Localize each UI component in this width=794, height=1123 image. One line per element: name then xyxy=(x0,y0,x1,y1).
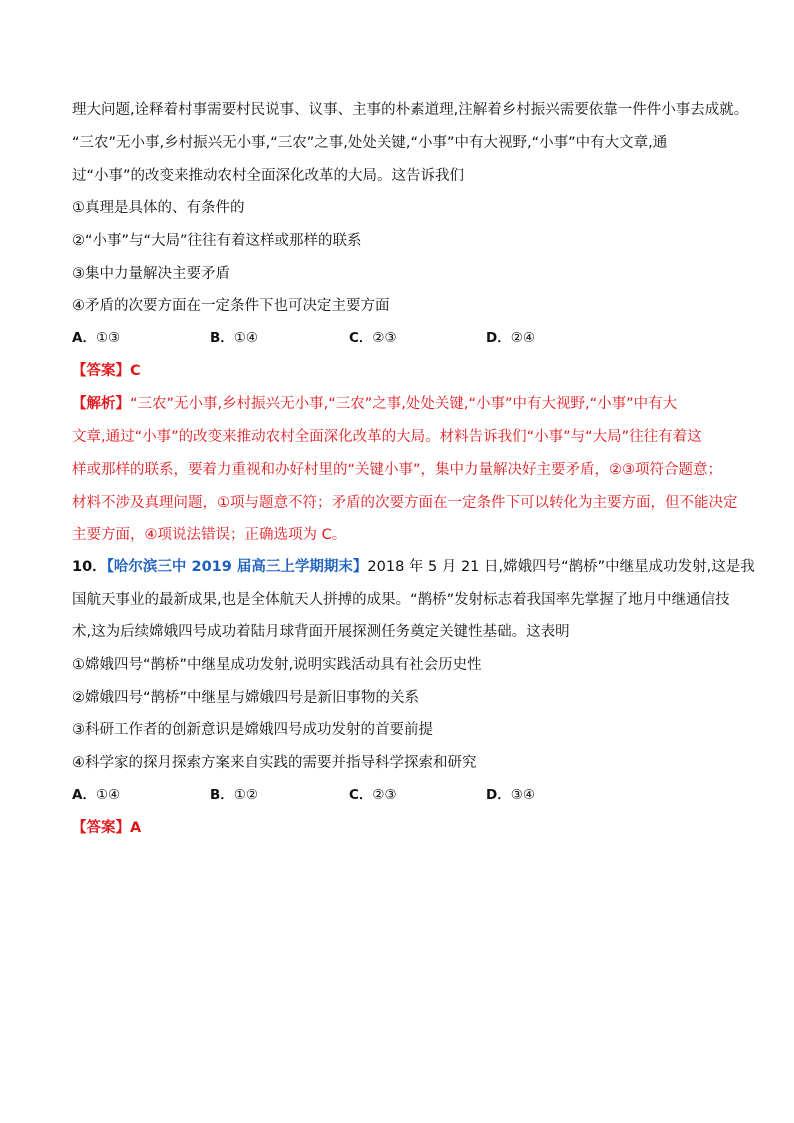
option-text: ③④ xyxy=(510,787,535,803)
option-text: ②③ xyxy=(372,787,397,803)
option-letter: B． xyxy=(210,787,234,803)
q9-options xyxy=(72,328,732,348)
q9-item-2: ②“小事”与“大局”往往有着这样或那样的联系 xyxy=(72,233,362,249)
option-letter: B． xyxy=(210,330,234,346)
option-letter: A． xyxy=(72,787,96,803)
q10-item-2: ②嫦娥四号“鹊桥”中继星与嫦娥四号是新旧事物的关系 xyxy=(72,690,420,706)
option-text: ①② xyxy=(233,787,259,803)
option-letter: C． xyxy=(349,787,373,803)
q9-item-3: ③集中力量解决主要矛盾 xyxy=(72,266,230,282)
q9-analysis-line-5: 主要方面，④项说法错误；正确选项为 C。 xyxy=(72,527,347,543)
q10-option-a xyxy=(72,785,120,805)
q9-stem-line-2: “三农”无小事,乡村振兴无小事,“三农”之事,处处关键,“小事”中有大视野,“小事”中有大文章,通 xyxy=(72,135,668,151)
option-text: ①④ xyxy=(233,330,259,346)
q9-answer xyxy=(72,361,732,381)
q10-item-3: ③科研工作者的创新意识是嫦娥四号成功发射的首要前提 xyxy=(72,722,433,738)
q10-option-c xyxy=(349,785,397,805)
q9-item-1: ①真理是具体的、有条件的 xyxy=(72,200,245,216)
q9-option-a xyxy=(72,328,120,348)
q10-stem-first: 2018 年 5 月 21 日,嫦娥四号“鹊桥”中继星成功发射,这是我 xyxy=(367,559,755,575)
option-letter: C． xyxy=(349,330,373,346)
q9-analysis-line-1 xyxy=(72,394,732,414)
option-letter: D． xyxy=(486,787,511,803)
q10-item-4: ④科学家的探月探索方案来自实践的需要并指导科学探索和研究 xyxy=(72,755,477,771)
q9-analysis-line-2: 文章,通过“小事”的改变来推动农村全面深化改革的大局。材料告诉我们“小事”与“大局”往往有着这 xyxy=(72,429,702,445)
q9-stem-line-1: 理大问题,诠释着村事需要村民说事、议事、主事的朴素道理,注解着乡村振兴需要依靠一件件小事去成就。 xyxy=(72,102,749,118)
q9-item-4: ④矛盾的次要方面在一定条件下也可决定主要方面 xyxy=(72,298,390,314)
q9-analysis-line-3: 样或那样的联系，要着力重视和办好村里的“关键小事”，集中力量解决好主要矛盾，②③项符合题意； xyxy=(72,462,723,478)
q10-answer xyxy=(72,818,732,838)
option-letter: A． xyxy=(72,330,96,346)
answer-value: C xyxy=(130,363,141,379)
q10-option-d xyxy=(486,785,535,805)
question-number: 10． xyxy=(72,559,107,575)
q9-option-c xyxy=(349,328,397,348)
answer-label: 【答案】 xyxy=(72,820,130,836)
q10-stem-line-3: 术,这为后续嫦娥四号成功着陆月球背面开展探测任务奠定关键性基础。这表明 xyxy=(72,624,570,640)
option-text: ①④ xyxy=(95,787,121,803)
option-text: ①③ xyxy=(95,330,121,346)
q9-option-d xyxy=(486,328,535,348)
answer-value: A xyxy=(130,820,142,836)
q10-item-1: ①嫦娥四号“鹊桥”中继星成功发射,说明实践活动具有社会历史性 xyxy=(72,657,482,673)
q10-stem-line-2: 国航天事业的最新成果,也是全体航天人拼搏的成果。“鹊桥”发射标志着我国率先掌握了地月中继通信技 xyxy=(72,592,730,608)
q10-option-b xyxy=(210,785,258,805)
analysis-label: 【解析】 xyxy=(72,396,130,412)
q10-options xyxy=(72,785,732,805)
q9-stem-line-3: 过“小事”的改变来推动农村全面深化改革的大局。这告诉我们 xyxy=(72,168,465,184)
question-source: 【哈尔滨三中 2019 届高三上学期期末】 xyxy=(106,559,368,575)
q9-analysis-line-4: 材料不涉及真理问题，①项与题意不符；矛盾的次要方面在一定条件下可以转化为主要方面，但不能决定 xyxy=(72,495,738,511)
q9-option-b xyxy=(210,328,258,348)
answer-label: 【答案】 xyxy=(72,363,130,379)
analysis-text: “三农”无小事,乡村振兴无小事,“三农”之事,处处关键,“小事”中有大视野,“小事”中有大 xyxy=(130,396,678,412)
option-text: ②③ xyxy=(372,330,397,346)
option-text: ②④ xyxy=(510,330,535,346)
q10-stem-line-1 xyxy=(72,557,755,577)
option-letter: D． xyxy=(486,330,511,346)
